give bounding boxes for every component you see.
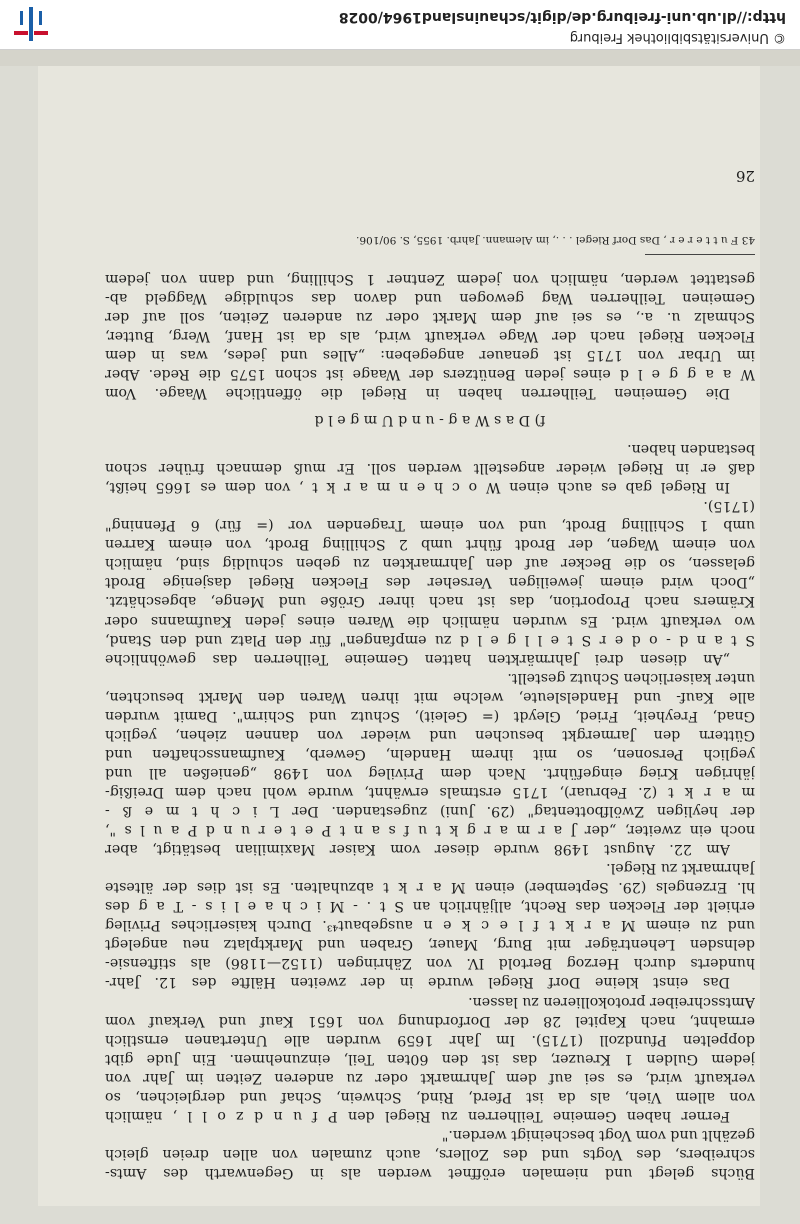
text-line: delnsden Lehenträger mit Burg, Mauer, Graben und Marktplatz neu angelegt — [105, 936, 755, 953]
text-line: Gemeinen Teilherren Wag gewogen und davon das schuldige Waggeld ab- — [105, 289, 755, 306]
text-line: doppelten Pfundzoll (1715). Im Jahr 1659 wurden alle Untertanen ernstlich — [105, 1031, 755, 1048]
text-line: Flecken Riegel nach der Wage verkauft wird, als da ist Hanf, Werg, Butter, — [105, 327, 755, 344]
text-line: yeglich Personen, so mit ihrem Handeln, Gewerb, Kaufmansschaften und — [105, 745, 755, 762]
text-line: alle Kauf- und Handelsleute, welche mit ihren Waren den Markt besuchten, — [105, 688, 755, 705]
text-line: schreibers, des Vogts und des Zollers, auch zumalen von allen dreien gleich — [105, 1145, 755, 1162]
text-line: Krämers nach Proportion, das ist nach ihrer Größe und Menge, abgeschätzt. — [105, 593, 755, 610]
text-line: In Riegel gab es auch einen W o c h e n m a r k t , von dem es 1665 heißt, — [105, 479, 730, 496]
text-line: jedem Gulden 1 Kreuzer, das ist den 60ten Teil, einzunehmen. Ein Jude gibt — [105, 1050, 755, 1067]
text-line: Das einst kleine Dorf Riegel wurde in der zweiten Hälfte des 12. Jahr- — [105, 974, 730, 991]
text-line: jährigen Krieg eingeführt. Nach dem Privileg von 1498 „genießen all und — [105, 764, 755, 781]
text-line: im Urbar von 1715 ist genauer angegeben: „Alles und jedes, was in dem — [105, 346, 755, 363]
text-line: umb 1 Schilling Brodt, und von einem Tragenden vor (= für) 6 Pfenning" — [105, 517, 755, 534]
text-line: noch ein zweiter, „der J a r m a r g k t u f s a n t P e t e r u n d P a u l s ", — [105, 822, 755, 839]
text-line: (1715). — [703, 498, 755, 515]
text-line: daß er in Riegel wieder angestellt werden soll. Er muß demnach früher schon — [105, 460, 755, 477]
text-line: verkauft wird, es sei auf dem Jahrmarkt oder zu anderen Zeiten im Jahr von — [105, 1069, 755, 1086]
text-line: Gnad, Freyheit, Fried, Gleydt (= Geleit), Schutz und Schirm". Damit wurden — [105, 707, 755, 724]
text-line: „Doch wird einem jeweiligen Verseher des Flecken Riegel dasjenige Brodt — [105, 574, 755, 591]
text-line: S t a n d - o d e r S t e l l g e l d zu empfangen" für den Platz und den Stand, — [105, 631, 755, 648]
footnote-rule — [645, 254, 755, 255]
page-number: 26 — [735, 166, 755, 185]
text-line: Am 22. August 1498 wurde dieser vom Kaiser Maximilian bestätigt, aber — [105, 841, 730, 858]
text-line: bestanden haben. — [627, 441, 755, 458]
text-line: Die Gemeinen Teilherren haben in Riegel die öffentliche Waage. Vom — [105, 385, 730, 401]
scan-edge — [0, 50, 800, 66]
library-logo-icon — [12, 5, 50, 43]
text-line: W a a g g e l d eines jeden Benützers der Waage ist schon 1575 die Rede. Aber — [105, 365, 755, 382]
text-line: Güttern den Jarmergkt besuchen und wieder von dannen ziehen, yeglich — [105, 726, 755, 743]
footnote: 43 F u t t e r e r , Das Dorf Riegel . . ., im Alemann. Jahrb. 1955, S. 90/106. — [356, 233, 755, 246]
text-line: erhielt der Flecken das Recht, alljährlich an S t . - M i c h a e l i s - T a g des — [105, 898, 755, 915]
text-line: gezählt und vom Vogt bescheinigt werden." — [441, 1126, 755, 1143]
document-url-link[interactable]: http://dl.ub.uni-freiburg.de/digit/schauinsland1964/0028 — [338, 9, 786, 25]
text-line: Schmalz u. a., es sei auf dem Markt oder zu anderen Zeiten, soll auf der — [105, 308, 755, 325]
text-line: hl. Erzengels (29. September) einen M a r k t abzuhalten. Es ist dies der älteste — [105, 879, 755, 896]
text-line: Büchs gelegt und niemalen eröffnet werden als in Gegenwarth des Amts- — [105, 1165, 755, 1181]
library-header — [0, 0, 800, 50]
text-line: f) D a s W a g - u n d U m g e l d — [314, 412, 546, 429]
copyright-notice: © Universitätsbibliothek Freiburg — [569, 30, 786, 45]
text-line: von allem Vieh, als da ist Pferd, Rind, Schwein, Schaf und dergleichen, so — [105, 1088, 755, 1105]
text-line: gelassen, so die Becker auf den Jahrmarkten zu geben schuldig sind, nämlich — [105, 555, 755, 572]
text-line: gestattet werden, nämlich von jedem Zentner 1 Schilling, und dann von jedem — [105, 270, 755, 287]
text-line: von einem Wagen, der Brodt führt umb 2 Schilling Brodt, von einem Karren — [105, 536, 755, 553]
text-line: Amtsschreiber protokollieren zu lassen. — [468, 993, 755, 1010]
text-line: und zu einem M a r k t f l e c k e n ausgebaut⁴³. Durch kaiserliches Privileg — [105, 917, 755, 934]
text-line: „An diesen drei Jahrmärkten hatten Gemeine Teilherren das gewöhnliche — [105, 650, 730, 667]
text-line: der heyligen Zwölfbottentag" (29. Juni) zugestanden. Der L i c h t m e ß - — [105, 803, 755, 820]
text-line: hunderts durch Herzog Bertold IV. von Zähringen (1152—1186) als stiftensie- — [105, 955, 755, 972]
text-line: unter kaiserlichen Schutz gestellt. — [507, 669, 755, 686]
text-line: ermahnt, nach Kapitel 28 der Dorfordnung von 1651 Kauf und Verkauf vom — [105, 1012, 755, 1029]
text-line: m a r k t (2. Februar), 1715 erstmals erwähnt, wurde wohl nach dem Dreißig- — [105, 784, 755, 800]
text-line: Ferner haben Gemeine Teilherren zu Riegel den P f u n d z o l l , nämlich — [105, 1107, 730, 1124]
text-line: wo verkauft wird. Es wurden nämlich die Waren eines jeden Kaufmanns oder — [105, 612, 755, 629]
text-line: Jahrmarkt zu Riegel. — [606, 860, 755, 877]
